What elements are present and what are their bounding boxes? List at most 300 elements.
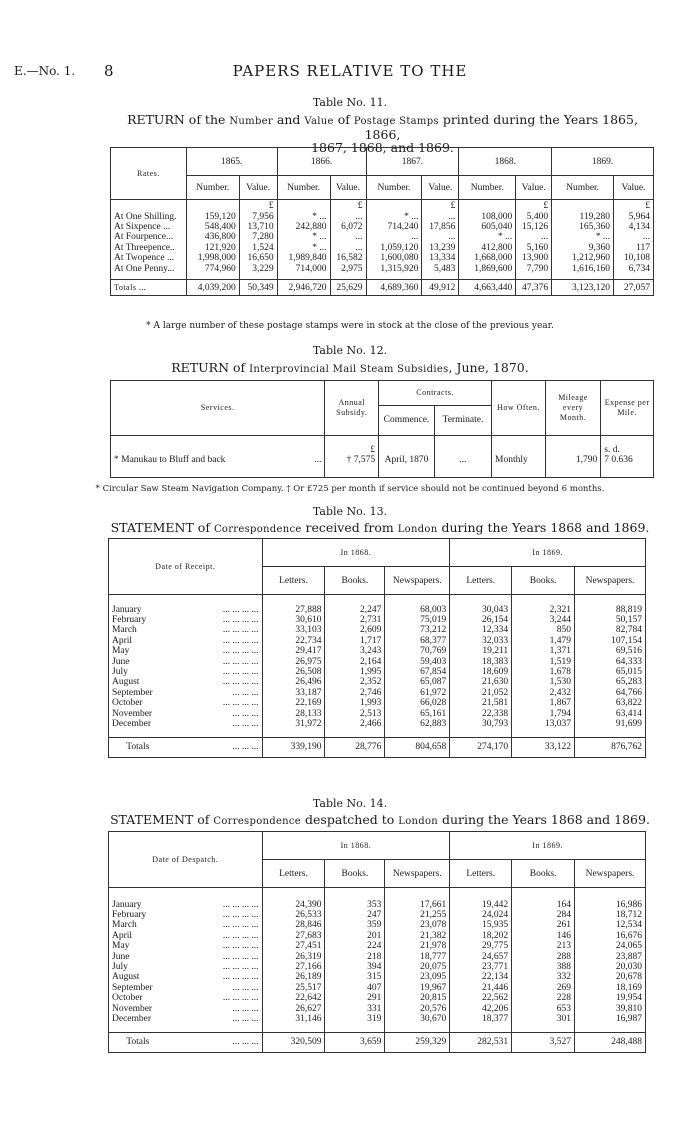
totals-cell: 27,057 [613,280,653,296]
totals-label: Totals ... ... ... [109,737,263,757]
totals-cell: 248,488 [575,1032,646,1052]
table-cell: 20,030 [575,962,646,972]
month-name: May [112,646,130,657]
table-cell: 1,530 [512,677,575,687]
table-cell: 42,206 [450,1004,512,1014]
leader-dots: ... ... ... [232,708,259,719]
year-header: 1869. [552,148,654,176]
table-cell: * ... [277,212,330,222]
table-cell: 70,769 [385,646,450,656]
table-cell: 65,087 [385,677,450,687]
table-cell: 19,967 [385,983,450,993]
table-cell: 1,869,600 [459,264,516,274]
table-cell: 714,240 [366,222,422,232]
leader-dots: ... ... ... ... [222,625,259,636]
table-cell: 82,784 [575,625,646,635]
table-cell: 16,650 [239,253,277,263]
rate-label: At Sixpence ... [114,221,171,232]
table-cell: 2,321 [512,605,575,615]
table-row [109,1014,646,1024]
month-label [109,910,263,920]
pound-sign: £ [516,200,552,212]
table-cell: 284 [512,910,575,920]
table-cell: 605,040 [459,222,516,232]
month-name: July [112,961,128,972]
table-cell: 66,028 [385,698,450,708]
table-row-spacer [109,729,646,737]
table-cell: ... [422,232,459,242]
month-label [109,993,263,1003]
totals-label: Totals ... [111,280,187,296]
month-name: December [112,718,152,729]
month-label [109,719,263,729]
table-cell: 29,417 [262,646,325,656]
table-cell: 27,888 [262,605,325,615]
table-cell: 2,975 [330,264,366,274]
table-cell: 30,793 [450,719,512,729]
rate-label: At Threepence.. [114,242,175,253]
month-label [109,677,263,687]
month-name: October [112,993,143,1004]
month-label [109,625,263,635]
table-cell: 91,699 [575,719,646,729]
table-cell: 30,670 [385,1014,450,1024]
table-cell: 1,524 [239,243,277,253]
table-cell: 24,390 [262,900,325,910]
leader-dots: ... ... ... ... [222,614,259,625]
table-cell: 1,479 [512,636,575,646]
table-cell: 261 [512,920,575,930]
totals-cell: 4,663,440 [459,280,516,296]
table-11-number: Table No. 11. [312,96,388,109]
table-cell: 1,212,960 [552,253,614,263]
table-row [109,677,646,687]
month-name: September [112,687,153,698]
table-cell: ... [366,232,422,242]
month-name: November [112,1003,153,1014]
table-12-number: Table No. 12. [312,344,388,357]
table-cell: 23,887 [575,952,646,962]
totals-cell: 804,658 [385,737,450,757]
month-label [109,920,263,930]
month-label [109,900,263,910]
pound-sign: £ [239,200,277,212]
table-cell: 1,519 [512,657,575,667]
table-cell: 26,496 [262,677,325,687]
table-cell: 2,432 [512,688,575,698]
totals-cell: 25,629 [330,280,366,296]
table-cell: 18,169 [575,983,646,993]
value-header: Value. [613,176,653,200]
mail-subsidies-table [110,380,654,478]
year-header: 1868. [459,148,552,176]
table-cell: 315 [325,972,385,982]
table-cell: 228 [512,993,575,1003]
table-cell: 1,600,080 [366,253,422,263]
table-cell: 21,446 [450,983,512,993]
totals-cell: 320,509 [262,1032,325,1052]
table-cell: 7,280 [239,232,277,242]
totals-cell: 4,039,200 [186,280,239,296]
table-cell: 218 [325,952,385,962]
table-cell: 332 [512,972,575,982]
month-name: May [112,941,130,952]
table-cell: 353 [325,900,385,910]
table-cell: 23,771 [450,962,512,972]
newspapers-header: Newspapers. [385,567,450,595]
leader-dots: ... ... ... ... [222,941,259,952]
table-cell: 27,683 [262,931,325,941]
table-cell: 2,466 [325,719,385,729]
table-cell: 1,794 [512,709,575,719]
table-cell: 18,383 [450,657,512,667]
table-cell: 1,678 [512,667,575,677]
table-cell: 15,935 [450,920,512,930]
letters-header: Letters. [262,567,325,595]
table-cell: * ... [277,232,330,242]
table-row [111,222,654,232]
table-row [109,920,646,930]
month-name: January [112,899,142,910]
month-label [109,962,263,972]
table-row [109,698,646,708]
annual-subsidy-value: † 7,575 [325,455,379,477]
table-row [111,264,654,274]
month-name: October [112,698,143,709]
table-cell: 62,883 [385,719,450,729]
table-row [111,243,654,253]
table-cell: 13,710 [239,222,277,232]
leader-dots: ... ... ... ... [222,951,259,962]
table-cell: 2,247 [325,605,385,615]
newspapers-header: Newspapers. [575,567,646,595]
leader-dots: ... ... ... ... [222,646,259,657]
books-header: Books. [325,567,385,595]
table-cell: 359 [325,920,385,930]
leader-dots: ... ... ... ... [222,930,259,941]
table-cell: 319 [325,1014,385,1024]
terminate-value: ... [434,455,491,477]
table-cell: 5,483 [422,264,459,274]
page-title: PAPERS RELATIVE TO THE [232,62,468,80]
month-label [109,709,263,719]
books-header: Books. [325,860,385,888]
table-cell: 288 [512,952,575,962]
table-11-footnote: * A large number of these postage stamps were in stock at the close of the previous year. [146,321,554,331]
table-cell: 16,676 [575,931,646,941]
table-cell: 5,400 [516,212,552,222]
table-cell: 68,003 [385,605,450,615]
year-header: 1867. [366,148,459,176]
number-header: Number. [277,176,330,200]
table-cell: 18,609 [450,667,512,677]
letters-header: Letters. [450,860,512,888]
table-cell: 3,229 [239,264,277,274]
table-cell: 407 [325,983,385,993]
table-cell: 29,775 [450,941,512,951]
leader-dots: ... ... ... ... [222,666,259,677]
table-cell: 88,819 [575,605,646,615]
value-header: Value. [330,176,366,200]
service-name: * Manukau to Bluff and back ... [114,455,322,466]
newspapers-header: Newspapers. [575,860,646,888]
value-header: Value. [516,176,552,200]
table-cell: 119,280 [552,212,614,222]
table-cell: 18,202 [450,931,512,941]
table-cell: 2,746 [325,688,385,698]
table-cell: 16,582 [330,253,366,263]
rate-label: At Fourpence... [114,232,174,243]
table-cell: 63,822 [575,698,646,708]
table-cell: 7,790 [516,264,552,274]
leader-dots: ... ... ... ... [222,899,259,910]
table-cell: 394 [325,962,385,972]
postage-stamps-table [110,147,654,296]
table-cell: 20,576 [385,1004,450,1014]
table-cell: 117 [613,243,653,253]
table-row [111,253,654,263]
table-cell: 247 [325,910,385,920]
table-cell: 1,717 [325,636,385,646]
month-name: June [112,656,130,667]
table-cell: 25,517 [262,983,325,993]
table-cell: 26,154 [450,615,512,625]
table-row [109,615,646,625]
table-cell: 5,964 [613,212,653,222]
totals-cell: 274,170 [450,737,512,757]
table-row [109,941,646,951]
year-1869-header: In 1869. [450,539,646,567]
month-label [109,698,263,708]
table-cell: 159,120 [186,212,239,222]
table-cell: 22,169 [262,698,325,708]
table-cell: 5,160 [516,243,552,253]
table-row [109,993,646,1003]
table-cell: 2,352 [325,677,385,687]
table-cell: 13,239 [422,243,459,253]
table-cell: 21,581 [450,698,512,708]
table-cell: 9,360 [552,243,614,253]
table-row [109,931,646,941]
how-often-header: How Often. [492,381,546,436]
month-name: July [112,666,128,677]
table-cell: 1,989,840 [277,253,330,263]
table-cell: 2,609 [325,625,385,635]
table-cell: 15,126 [516,222,552,232]
table-row [109,625,646,635]
table-cell: 68,377 [385,636,450,646]
totals-cell: 3,123,120 [552,280,614,296]
table-cell: 388 [512,962,575,972]
table-cell: 1,998,000 [186,253,239,263]
table-cell: 23,095 [385,972,450,982]
month-label [109,952,263,962]
number-header: Number. [459,176,516,200]
table-cell: ... [516,232,552,242]
table-cell: 301 [512,1014,575,1024]
totals-cell: 282,531 [450,1032,512,1052]
month-label [109,941,263,951]
table-cell: 59,403 [385,657,450,667]
table-cell: 1,371 [512,646,575,656]
how-often-value: Monthly [492,455,546,477]
table-row [109,910,646,920]
table-cell: ... [613,232,653,242]
table-cell: 1,867 [512,698,575,708]
totals-cell: 2,946,720 [277,280,330,296]
totals-cell: 4,689,360 [366,280,422,296]
table-cell: 19,442 [450,900,512,910]
month-label [109,1004,263,1014]
month-label [109,657,263,667]
date-header: Date of Receipt. [109,539,263,595]
month-name: March [112,920,137,931]
table-14-number: Table No. 14. [312,797,388,810]
table-cell: 21,052 [450,688,512,698]
table-cell: 269 [512,983,575,993]
table-cell: 242,880 [277,222,330,232]
pound-sign: £ [325,435,379,455]
month-label [109,667,263,677]
table-cell: * ... [459,232,516,242]
table-cell: 22,338 [450,709,512,719]
year-header: 1866. [277,148,366,176]
leader-dots: ... ... ... ... [222,656,259,667]
table-cell: 7,956 [239,212,277,222]
table-cell: 22,134 [450,972,512,982]
table-cell: 121,920 [186,243,239,253]
table-cell: 63,414 [575,709,646,719]
table-cell: 17,661 [385,900,450,910]
letters-header: Letters. [450,567,512,595]
totals-cell: 876,762 [575,737,646,757]
table-row [109,972,646,982]
totals-cell: 3,527 [512,1032,575,1052]
number-header: Number. [186,176,239,200]
table-cell: 10,108 [613,253,653,263]
table-cell: 12,334 [450,625,512,635]
terminate-header: Terminate. [434,405,491,435]
table-cell: 18,777 [385,952,450,962]
table-row [109,657,646,667]
table-cell: 18,712 [575,910,646,920]
month-label [109,983,263,993]
totals-cell: 47,376 [516,280,552,296]
table-cell: 73,212 [385,625,450,635]
table-cell: 850 [512,625,575,635]
table-cell: 12,534 [575,920,646,930]
table-cell: 23,078 [385,920,450,930]
table-cell: 164 [512,900,575,910]
table-cell: 26,975 [262,657,325,667]
mileage-header: Mileage every Month. [545,381,600,436]
table-row [109,983,646,993]
received-correspondence-table [108,538,646,758]
table-cell: 33,187 [262,688,325,698]
table-cell: 774,960 [186,264,239,274]
leader-dots: ... ... ... ... [222,698,259,709]
table-cell: 50,157 [575,615,646,625]
table-14-title: STATEMENT of Correspondence despatched to London during the Years 1868 and 1869. [110,812,650,827]
totals-cell: 339,190 [262,737,325,757]
table-cell: * ... [552,232,614,242]
month-label [109,1014,263,1024]
leader-dots: ... ... ... ... [222,909,259,920]
table-cell: 64,766 [575,688,646,698]
month-label [109,688,263,698]
table-cell: 291 [325,993,385,1003]
table-row [109,962,646,972]
totals-cell: 49,912 [422,280,459,296]
year-1868-header: In 1868. [262,539,450,567]
books-header: Books. [512,860,575,888]
table-cell: 20,815 [385,993,450,1003]
number-header: Number. [552,176,614,200]
table-12-footnote: * Circular Saw Steam Navigation Company. † Or £725 per month if service should not be continued beyond 6 months. [95,484,605,494]
expense-header: Expense per Mile. [601,381,654,436]
table-cell: 21,382 [385,931,450,941]
month-name: August [112,972,140,983]
totals-cell: 50,349 [239,280,277,296]
leader-dots: ... ... ... ... [222,920,259,931]
books-header: Books. [512,567,575,595]
table-cell: 20,075 [385,962,450,972]
table-cell: 26,627 [262,1004,325,1014]
leader-dots: ... ... ... [232,1003,259,1014]
table-cell: 31,972 [262,719,325,729]
table-cell: 27,166 [262,962,325,972]
table-cell: 201 [325,931,385,941]
rate-label: At Twopence ... [114,253,175,264]
leader-dots: ... ... ... [232,1013,259,1024]
month-name: January [112,604,142,615]
table-cell: 22,734 [262,636,325,646]
leader-dots: ... ... ... ... [222,972,259,983]
value-header: Value. [239,176,277,200]
expense-value: 7 0.636 [601,455,654,477]
month-label [109,605,263,615]
month-label [109,931,263,941]
table-cell: 13,334 [422,253,459,263]
table-cell: 24,024 [450,910,512,920]
month-label [109,972,263,982]
table-cell: 19,954 [575,993,646,1003]
despatched-correspondence-table [108,831,646,1053]
month-name: April [112,930,133,941]
month-label [109,636,263,646]
month-label [109,615,263,625]
table-row [109,1004,646,1014]
table-row [109,646,646,656]
table-cell: 165,360 [552,222,614,232]
table-cell: 61,972 [385,688,450,698]
table-cell: 412,800 [459,243,516,253]
table-cell: 224 [325,941,385,951]
month-name: June [112,951,130,962]
table-cell: 19,211 [450,646,512,656]
document-reference: E.—No. 1. [14,64,76,78]
leader-dots: ... ... ... ... [222,993,259,1004]
month-name: September [112,982,153,993]
table-cell: 436,800 [186,232,239,242]
table-cell: 65,283 [575,677,646,687]
leader-dots: ... ... ... [232,718,259,729]
newspapers-header: Newspapers. [385,860,450,888]
table-cell: 1,995 [325,667,385,677]
table-row [109,688,646,698]
table-cell: 18,377 [450,1014,512,1024]
table-cell: 64,333 [575,657,646,667]
